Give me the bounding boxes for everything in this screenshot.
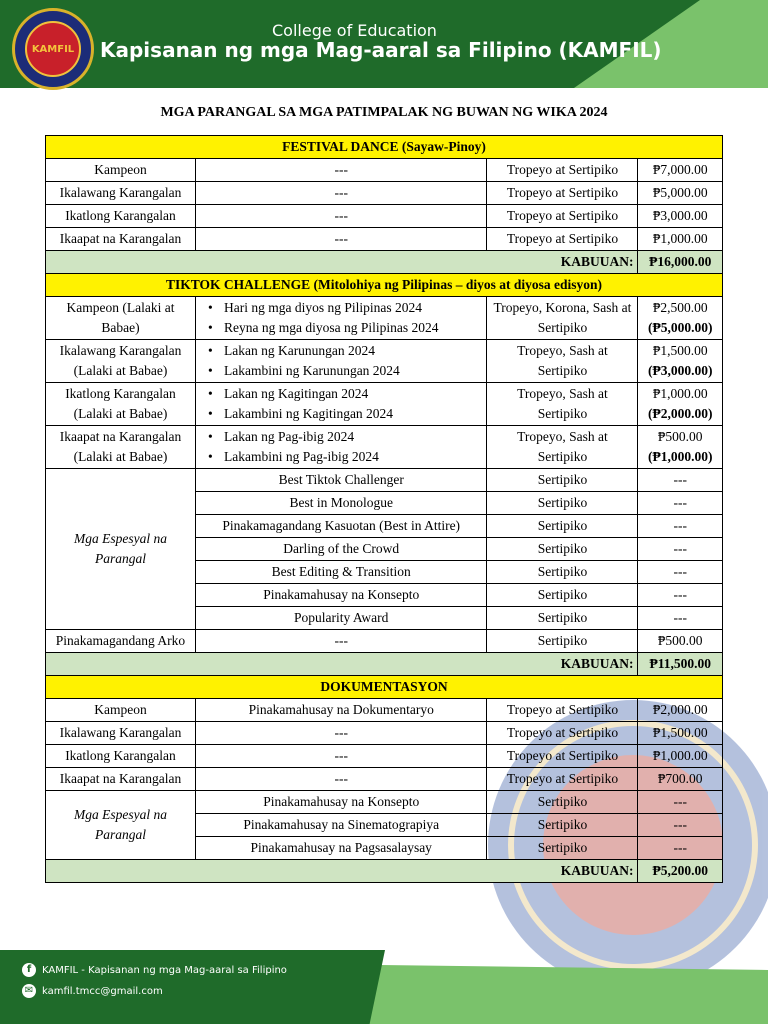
table-row xyxy=(46,228,723,251)
place-cell: Pinakamagandang Arko xyxy=(46,630,196,653)
amount-each: ₱500.00 xyxy=(657,429,703,444)
amount-cell: ₱1,000.00 xyxy=(638,228,723,251)
total-label: KABUUAN: xyxy=(46,860,638,883)
table-row xyxy=(46,182,723,205)
title-cell: --- xyxy=(195,768,487,791)
award-cell: Sertipiko xyxy=(487,791,638,814)
amount-cell: ₱700.00 xyxy=(638,768,723,791)
list-item: • Lakambini ng Karunungan 2024 xyxy=(224,361,483,381)
amount-cell: --- xyxy=(638,791,723,814)
award-cell: Sertipiko xyxy=(487,630,638,653)
amount-each: ₱1,500.00 xyxy=(652,343,708,358)
college-name: College of Education xyxy=(272,21,437,40)
email-icon: ✉ xyxy=(22,984,36,998)
awards-table xyxy=(45,135,723,883)
total-amount: ₱16,000.00 xyxy=(638,251,723,274)
amount-cell: ₱3,000.00 xyxy=(638,205,723,228)
title-list xyxy=(195,426,487,469)
award-cell: Sertipiko xyxy=(487,469,638,492)
award-cell: Tropeyo, Sash at Sertipiko xyxy=(487,426,638,469)
amount-cell: --- xyxy=(638,814,723,837)
footer-email[interactable] xyxy=(22,984,163,998)
place-cell: Kampeon (Lalaki at Babae) xyxy=(46,297,196,340)
title-cell: Pinakamahusay na Pagsasalaysay xyxy=(195,837,487,860)
list-item: • Lakambini ng Pag-ibig 2024 xyxy=(224,447,483,467)
amount-cell: ₱5,000.00 xyxy=(638,182,723,205)
table-row xyxy=(46,768,723,791)
title-cell: Best in Monologue xyxy=(195,492,487,515)
list-item: • Hari ng mga diyos ng Pilipinas 2024 xyxy=(224,298,483,318)
place-cell: Ikatlong Karangalan (Lalaki at Babae) xyxy=(46,383,196,426)
table-row xyxy=(46,469,723,492)
list-item: • Lakan ng Kagitingan 2024 xyxy=(224,384,483,404)
award-cell: Tropeyo at Sertipiko xyxy=(487,699,638,722)
amount-cell: --- xyxy=(638,584,723,607)
amount-cell: --- xyxy=(638,837,723,860)
festival-heading: FESTIVAL DANCE (Sayaw-Pinoy) xyxy=(46,136,723,159)
place-cell: Kampeon xyxy=(46,159,196,182)
table-row xyxy=(46,426,723,469)
title-list xyxy=(195,297,487,340)
award-cell: Tropeyo at Sertipiko xyxy=(487,722,638,745)
place-cell: Ikalawang Karangalan (Lalaki at Babae) xyxy=(46,340,196,383)
award-cell: Sertipiko xyxy=(487,515,638,538)
amount-cell xyxy=(638,383,723,426)
award-cell: Tropeyo at Sertipiko xyxy=(487,182,638,205)
title-cell: Pinakamagandang Kasuotan (Best in Attire) xyxy=(195,515,487,538)
amount-cell: ₱1,000.00 xyxy=(638,745,723,768)
title-cell: --- xyxy=(195,182,487,205)
place-cell: Ikalawang Karangalan xyxy=(46,182,196,205)
table-row xyxy=(46,722,723,745)
title-cell: Pinakamahusay na Sinematograpiya xyxy=(195,814,487,837)
table-row xyxy=(46,340,723,383)
amount-cell xyxy=(638,297,723,340)
place-cell: Ikaapat na Karangalan (Lalaki at Babae) xyxy=(46,426,196,469)
title-cell: Pinakamahusay na Dokumentaryo xyxy=(195,699,487,722)
facebook-text: KAMFIL - Kapisanan ng mga Mag-aaral sa Filipino xyxy=(42,965,287,976)
amount-each: ₱1,000.00 xyxy=(652,386,708,401)
title-list xyxy=(195,383,487,426)
table-row xyxy=(46,699,723,722)
title-cell: Best Editing & Transition xyxy=(195,561,487,584)
table-row xyxy=(46,205,723,228)
award-cell: Tropeyo, Sash at Sertipiko xyxy=(487,383,638,426)
award-cell: Sertipiko xyxy=(487,538,638,561)
award-cell: Sertipiko xyxy=(487,837,638,860)
list-item: • Lakan ng Pag-ibig 2024 xyxy=(224,427,483,447)
place-cell: Ikaapat na Karangalan xyxy=(46,768,196,791)
tiktok-heading: TIKTOK CHALLENGE (Mitolohiya ng Pilipinas – diyos at diyosa edisyon) xyxy=(46,274,723,297)
award-cell: Sertipiko xyxy=(487,584,638,607)
email-text: kamfil.tmcc@gmail.com xyxy=(42,986,163,997)
footer-banner xyxy=(0,950,768,1024)
doku-heading: DOKUMENTASYON xyxy=(46,676,723,699)
special-awards-label: Mga Espesyal na Parangal xyxy=(46,791,196,860)
footer-facebook[interactable] xyxy=(22,963,287,977)
title-cell: Darling of the Crowd xyxy=(195,538,487,561)
amount-cell xyxy=(638,426,723,469)
title-cell: --- xyxy=(195,630,487,653)
place-cell: Kampeon xyxy=(46,699,196,722)
award-cell: Sertipiko xyxy=(487,492,638,515)
award-cell: Tropeyo at Sertipiko xyxy=(487,228,638,251)
amount-cell: --- xyxy=(638,469,723,492)
header-banner xyxy=(0,0,768,90)
award-cell: Sertipiko xyxy=(487,561,638,584)
place-cell: Ikalawang Karangalan xyxy=(46,722,196,745)
total-row xyxy=(46,653,723,676)
place-cell: Ikatlong Karangalan xyxy=(46,745,196,768)
table-row xyxy=(46,159,723,182)
title-cell: --- xyxy=(195,228,487,251)
table-row xyxy=(46,745,723,768)
title-cell: --- xyxy=(195,205,487,228)
award-cell: Tropeyo at Sertipiko xyxy=(487,159,638,182)
table-row xyxy=(46,297,723,340)
total-label: KABUUAN: xyxy=(46,653,638,676)
title-cell: --- xyxy=(195,722,487,745)
title-cell: Pinakamahusay na Konsepto xyxy=(195,791,487,814)
amount-total: (₱2,000.00) xyxy=(647,406,713,421)
place-cell: Ikatlong Karangalan xyxy=(46,205,196,228)
amount-cell: --- xyxy=(638,607,723,630)
list-item: • Lakambini ng Kagitingan 2024 xyxy=(224,404,483,424)
title-cell: --- xyxy=(195,745,487,768)
logo-text: KAMFIL xyxy=(31,44,75,55)
title-list xyxy=(195,340,487,383)
amount-cell: --- xyxy=(638,538,723,561)
amount-cell: ₱1,500.00 xyxy=(638,722,723,745)
award-cell: Tropeyo, Sash at Sertipiko xyxy=(487,340,638,383)
total-row xyxy=(46,251,723,274)
facebook-icon: f xyxy=(22,963,36,977)
award-cell: Sertipiko xyxy=(487,607,638,630)
title-cell: Best Tiktok Challenger xyxy=(195,469,487,492)
amount-cell: --- xyxy=(638,492,723,515)
total-amount: ₱11,500.00 xyxy=(638,653,723,676)
award-cell: Tropeyo at Sertipiko xyxy=(487,205,638,228)
title-cell: Pinakamahusay na Konsepto xyxy=(195,584,487,607)
amount-cell xyxy=(638,340,723,383)
list-item: • Reyna ng mga diyosa ng Pilipinas 2024 xyxy=(224,318,483,338)
table-row xyxy=(46,791,723,814)
amount-cell: ₱7,000.00 xyxy=(638,159,723,182)
amount-cell: --- xyxy=(638,515,723,538)
total-row xyxy=(46,860,723,883)
award-cell: Tropeyo at Sertipiko xyxy=(487,745,638,768)
organization-name: Kapisanan ng mga Mag-aaral sa Filipino (KAMFIL) xyxy=(100,38,662,62)
award-cell: Tropeyo at Sertipiko xyxy=(487,768,638,791)
list-item: • Lakan ng Karunungan 2024 xyxy=(224,341,483,361)
total-amount: ₱5,200.00 xyxy=(638,860,723,883)
total-label: KABUUAN: xyxy=(46,251,638,274)
title-cell: --- xyxy=(195,159,487,182)
award-cell: Tropeyo, Korona, Sash at Sertipiko xyxy=(487,297,638,340)
amount-total: (₱1,000.00) xyxy=(647,449,713,464)
place-cell: Ikaapat na Karangalan xyxy=(46,228,196,251)
special-awards-label: Mga Espesyal na Parangal xyxy=(46,469,196,630)
award-cell: Sertipiko xyxy=(487,814,638,837)
kamfil-logo xyxy=(12,8,94,90)
section-header-row xyxy=(46,274,723,297)
page-title: MGA PARANGAL SA MGA PATIMPALAK NG BUWAN NG WIKA 2024 xyxy=(160,105,608,120)
amount-cell: ₱500.00 xyxy=(638,630,723,653)
amount-cell: ₱2,000.00 xyxy=(638,699,723,722)
section-header-row xyxy=(46,676,723,699)
table-row xyxy=(46,630,723,653)
amount-total: (₱5,000.00) xyxy=(647,320,713,335)
amount-cell: --- xyxy=(638,561,723,584)
amount-each: ₱2,500.00 xyxy=(652,300,708,315)
amount-total: (₱3,000.00) xyxy=(647,363,713,378)
title-cell: Popularity Award xyxy=(195,607,487,630)
table-row xyxy=(46,383,723,426)
section-header-row xyxy=(46,136,723,159)
